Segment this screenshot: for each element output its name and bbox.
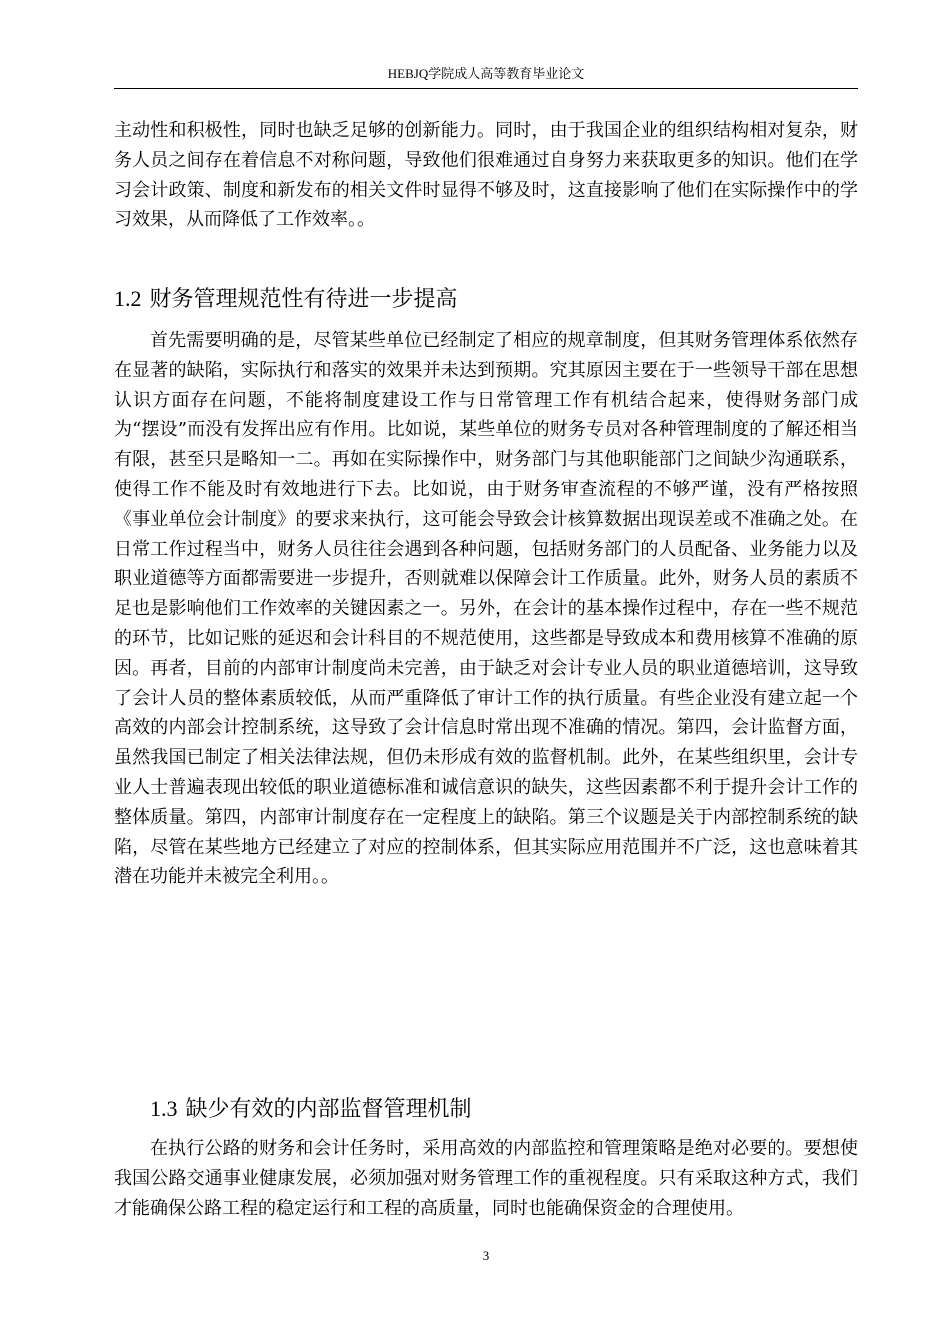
section-heading-1-2 (114, 284, 458, 315)
paragraph-intro: 主动性和积极性，同时也缺乏足够的创新能力。同时，由于我国企业的组织结构相对复杂，财务人员之间存在着信息不对称问题，导致他们很难通过自身努力来获取更多的知识。他们在学习会计政策、制度和新发布的相关文件时显得不够及时，这直接影响了他们在实际操作中的学习效果，从而降低了工作效率。。 (114, 120, 858, 231)
paragraph-section-1-3: 在执行公路的财务和会计任务时，采用高效的内部监控和管理策略是绝对必要的。要想使我国公路交通事业健康发展，必须加强对财务管理工作的重视程度。只有采取这种方式，我们才能确保公路工程的稳定运行和工程的高质量，同时也能确保资金的合理使用。 (114, 1138, 858, 1219)
section-title: 财务管理规范性有待进一步提高 (149, 287, 458, 312)
section-number: 1.2 (114, 286, 142, 311)
header-rule (114, 88, 858, 89)
section-heading-1-3 (150, 1094, 472, 1125)
running-header: HEBJQ学院成人高等教育毕业论文 (387, 66, 585, 81)
paragraph-section-1-2: 首先需要明确的是，尽管某些单位已经制定了相应的规章制度，但其财务管理体系依然存在显著的缺陷，实际执行和落实的效果并未达到预期。究其原因主要在于一些领导干部在思想认识方面存在问题，不能将制度建设工作与日常管理工作有机结合起来，使得财务部门成为“摆设”而没有发挥出应有作用。比如说，某些单位的财务专员对各种管理制度的了解还相当有限，甚至只是略知一二。再如在实际操作中，财务部门与其他职能部门之间缺少沟通联系，使得工作不能及时有效地进行下去。比如说，由于财务审查流程的不够严谨，没有严格按照《事业单位会计制度》的要求来执行，这可能会导致会计核算数据出现误差或不准确之处。在日常工作过程当中，财务人员往往会遇到各种问题，包括财务部门的人员配备、业务能力以及职业道德等方面都需要进一步提升，否则就难以保障会计工作质量。此外，财务人员的素质不足也是影响他们工作效率的关键因素之一。另外，在会计的基本操作过程中，存在一些不规范的环节，比如记账的延迟和会计科目的不规范使用，这些都是导致成本和费用核算不准确的原因。再者，目前的内部审计制度尚未完善，由于缺乏对会计专业人员的职业道德培训，这导致了会计人员的整体素质较低，从而严重降低了审计工作的执行质量。有些企业没有建立起一个高效的内部会计控制系统，这导致了会计信息时常出现不准确的情况。第四，会计监督方面，虽然我国已制定了相关法律法规，但仍未形成有效的监督机制。此外，在某些组织里，会计专业人士普遍表现出较低的职业道德标准和诚信意识的缺失，这些因素都不利于提升会计工作的整体质量。第四，内部审计制度存在一定程度上的缺陷。第三个议题是关于内部控制系统的缺陷，尽管在某些地方已经建立了对应的控制体系，但其实际应用范围并不广泛，这也意味着其潜在功能并未被完全利用。。 (114, 330, 858, 888)
section-number: 1.3 (150, 1096, 178, 1121)
page-number: 3 (482, 1248, 490, 1263)
section-title: 缺少有效的内部监督管理机制 (185, 1097, 472, 1122)
